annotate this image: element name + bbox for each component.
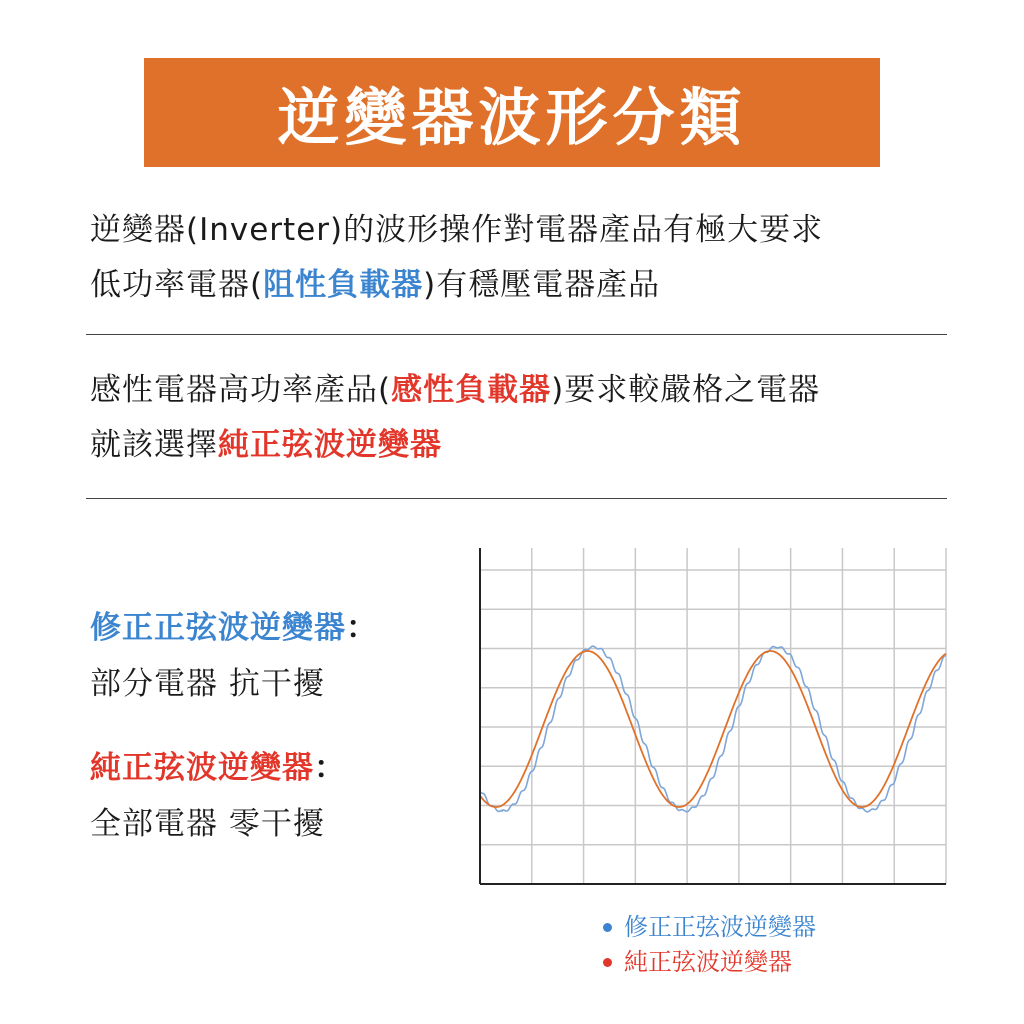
chart-axes bbox=[480, 548, 946, 884]
modified-sine-colon: ： bbox=[346, 610, 378, 646]
second-line-2 bbox=[90, 418, 950, 473]
legend-label-pure: 純正弦波逆變器 bbox=[624, 948, 792, 976]
chart-grid bbox=[480, 548, 946, 884]
intro-paragraph bbox=[90, 203, 950, 313]
page-title: 逆變器波形分類 bbox=[277, 81, 747, 154]
modified-sine-description: 部分電器 抗干擾 bbox=[90, 666, 325, 702]
pure-sine-highlight: 純正弦波逆變器 bbox=[218, 427, 442, 463]
legend-item-pure bbox=[603, 945, 816, 980]
legend-dot-modified bbox=[603, 923, 612, 932]
second-paragraph bbox=[90, 363, 950, 473]
series-line-modified-sine bbox=[480, 646, 946, 812]
inductive-load-highlight: 感性負載器 bbox=[391, 372, 552, 408]
legend-label-modified: 修正正弦波逆變器 bbox=[624, 913, 816, 941]
divider-top bbox=[86, 334, 947, 335]
modified-sine-title: 修正正弦波逆變器 bbox=[90, 610, 346, 646]
pure-sine-description: 全部電器 零干擾 bbox=[90, 806, 325, 842]
waveform-chart bbox=[478, 548, 948, 886]
second-line-1-suffix: )要求較嚴格之電器 bbox=[551, 372, 821, 408]
intro-line-1: 逆變器(Inverter)的波形操作對電器產品有極大要求 bbox=[90, 212, 824, 248]
chart-legend bbox=[603, 910, 816, 980]
pure-sine-title: 純正弦波逆變器 bbox=[90, 750, 314, 786]
divider-bottom bbox=[86, 498, 947, 499]
second-line-1 bbox=[90, 363, 950, 418]
second-line-1-prefix: 感性電器高功率產品( bbox=[90, 372, 392, 408]
intro-line-2-suffix: )有穩壓電器產品 bbox=[423, 267, 661, 303]
modified-sine-heading bbox=[90, 602, 378, 647]
legend-dot-pure bbox=[603, 958, 612, 967]
intro-line-2-prefix: 低功率電器( bbox=[90, 267, 264, 303]
title-banner bbox=[144, 58, 880, 167]
waveform-chart-svg bbox=[478, 548, 948, 886]
resistive-load-highlight: 阻性負載器 bbox=[263, 267, 424, 303]
pure-sine-heading bbox=[90, 742, 346, 787]
pure-sine-colon: ： bbox=[314, 750, 346, 786]
intro-line-2 bbox=[90, 258, 950, 313]
legend-item-modified bbox=[603, 910, 816, 945]
second-line-2-prefix: 就該選擇 bbox=[90, 427, 218, 463]
series-line-pure-sine bbox=[480, 651, 946, 807]
chart-series bbox=[480, 646, 946, 812]
